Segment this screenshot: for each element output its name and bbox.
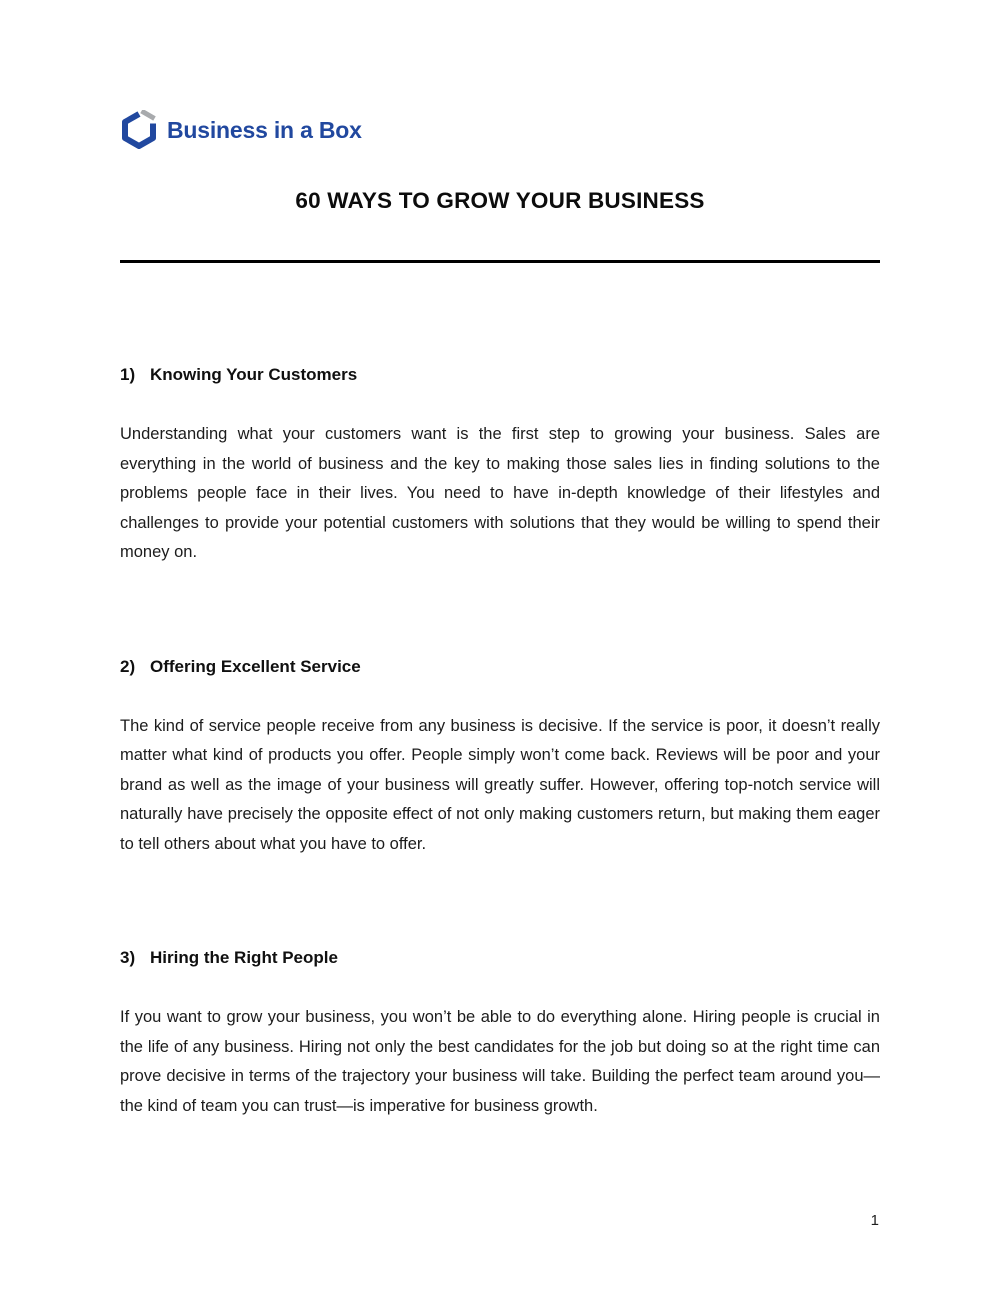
section-paragraph: Understanding what your customers want is the first step to growing your business. Sales are everything in the world of business and the key to making those sales lies in finding solutions to the problems people face in their lives. You need to have in-depth knowledge of their lifestyles and challenges to provide your potential customers with solutions that they would be willing to spend their money on. (120, 425, 880, 561)
section-number: 1) (120, 365, 136, 384)
section-number: 2) (120, 656, 136, 676)
document-title: 60 WAYS TO GROW YOUR BUSINESS (295, 188, 705, 213)
page-number: 1 (870, 1212, 879, 1229)
section-heading (120, 364, 880, 385)
divider-rule (120, 260, 880, 263)
section-heading-text: Hiring the Right People (150, 948, 338, 967)
open-box-hexagon-icon (120, 110, 158, 150)
logo (120, 0, 880, 150)
section-heading (120, 656, 880, 677)
section-number: 3) (120, 948, 136, 967)
section-paragraph: The kind of service people receive from any business is decisive. If the service is poor, it doesn’t really matter what kind of products you offer. People simply won’t come back. Reviews will be poor and your brand as well as the image of your business will greatly suffer. However, offering top-notch service will naturally have precisely the opposite effect of not only making customers return, but making them eager to tell others about what you have to offer. (120, 716, 880, 853)
section-heading-text: Offering Excellent Service (150, 656, 361, 676)
logo-text: Business in a Box (167, 116, 362, 143)
section-heading (120, 947, 880, 968)
section-paragraph: If you want to grow your business, you won’t be able to do everything alone. Hiring people is crucial in the life of any business. Hiring not only the best candidates for the job but doing so at the right time can prove decisive in terms of the trajectory your business will take. Building the perfect team around you—the kind of team you can trust—is imperative for business growth. (120, 1008, 880, 1115)
section-heading-text: Knowing Your Customers (150, 365, 358, 384)
section-3 (120, 947, 880, 1121)
section-2 (120, 656, 880, 860)
section-1 (120, 364, 880, 568)
